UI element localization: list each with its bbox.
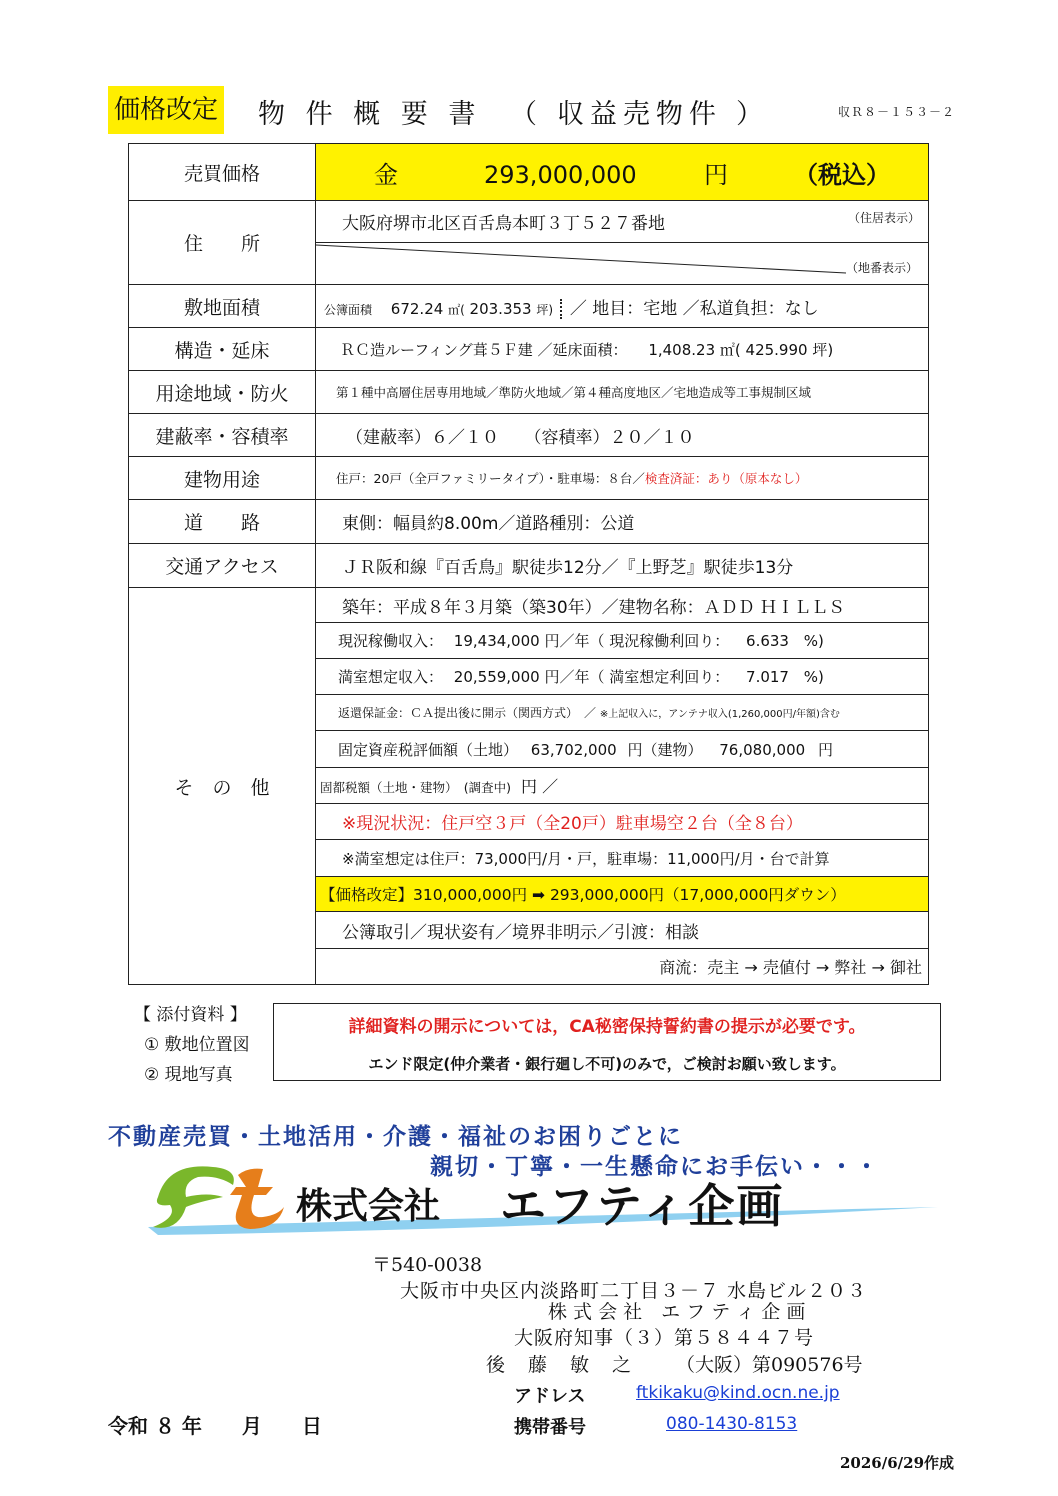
structure-tsubo: 425.990 — [745, 340, 808, 359]
row-usage — [129, 457, 929, 500]
price-kin: 金 — [374, 160, 398, 189]
label-usage: 建物用途 — [129, 457, 316, 500]
structure-value: ＲＣ造ルーフィング葺５Ｆ建 ／延床面積： — [340, 340, 628, 359]
assess-bldg: 76,080,000 — [719, 740, 806, 759]
company-license: 大阪府知事（３）第５８４４７号 — [514, 1327, 815, 1349]
land-sqm: 672.24 — [390, 299, 444, 318]
value-land — [316, 285, 929, 328]
current-amount: 19,434,000 — [453, 632, 540, 650]
land-unit2: 坪) — [536, 302, 554, 317]
value-structure — [316, 328, 929, 371]
title-sub: 収益売物件 — [556, 99, 722, 130]
title-main: 物 件 概 要 書 — [258, 99, 482, 130]
label-address: 住 所 — [129, 201, 316, 285]
usage-inspection: 検査済証：あり（原本なし） — [644, 471, 808, 486]
price-tax: （税込） — [794, 160, 890, 189]
row-other-built — [129, 588, 929, 623]
property-table — [128, 143, 929, 985]
assess-land: 63,702,000 — [530, 740, 617, 759]
representative-license: （大阪）第090576号 — [676, 1354, 863, 1376]
row-ratio — [129, 414, 929, 457]
deposit-value: 返還保証金：ＣＡ提出後に開示（関西方式） ／ — [338, 706, 597, 720]
row-zoning — [129, 371, 929, 414]
current-pct: %) — [803, 632, 824, 650]
email-label: アドレス — [514, 1386, 586, 1407]
disclosure-notice — [273, 1003, 941, 1081]
address-tag-lot: （地番表示） — [845, 261, 918, 275]
other-full — [316, 659, 929, 695]
row-address-1 — [129, 201, 929, 243]
other-terms: 公簿取引／現状姿有／境界非明示／引渡：相談 — [316, 912, 929, 949]
value-ratio: （建蔽率）６／１０ （容積率）２０／１０ — [316, 414, 929, 457]
diagonal-line — [316, 243, 928, 283]
price-yen: 円 — [704, 160, 728, 189]
row-land — [129, 285, 929, 328]
representative-name: 後 藤 敏 之 — [486, 1354, 634, 1376]
postal-code: 〒540-0038 — [372, 1254, 483, 1276]
tax-end: 円 ／ — [521, 777, 559, 796]
slogan-line1: 不動産売買・土地活用・介護・福祉のお困りごとに — [108, 1123, 683, 1150]
assess-end: 円 — [817, 740, 833, 759]
structure-sqm: 1,408.23 — [648, 340, 716, 359]
title-paren-close: ） — [735, 99, 769, 130]
value-access: ＪＲ阪和線『百舌鳥』駅徒歩12分／『上野芝』駅徒歩13分 — [316, 544, 929, 588]
address-line1: 大阪府堺市北区百舌鳥本町３丁５２７番地 — [342, 214, 665, 234]
label-other: そ の 他 — [129, 588, 316, 985]
label-ratio: 建蔽率・容積率 — [129, 414, 316, 457]
other-tax — [316, 768, 929, 804]
attachment-photos: ② 現地写真 — [144, 1065, 233, 1085]
label-access: 交通アクセス — [129, 544, 316, 588]
company-name-spaced: 株 式 会 社 エ フ テ ィ 企 画 — [548, 1301, 806, 1323]
land-prefix: 公簿面積 — [324, 302, 373, 317]
full-amount: 20,559,000 — [453, 668, 540, 686]
notice-line1: 詳細資料の開示については，CA秘密保持誓約書の提示が必要です。 — [348, 1017, 866, 1037]
company-address: 大阪市中央区内淡路町二丁目３－７ 水島ビル２０３ — [400, 1280, 868, 1302]
land-rest: ／ 地目：宅地 ／私道負担：なし — [560, 299, 819, 319]
date-label: 令和 ８ 年 月 日 — [108, 1414, 322, 1438]
label-land: 敷地面積 — [129, 285, 316, 328]
price-amount: 293,000,000 — [484, 160, 637, 189]
other-flow: 商流：売主 → 売値付 → 弊社 → 御社 — [316, 949, 929, 985]
land-unit1: ㎡( — [448, 302, 465, 317]
current-yield: 6.633 — [746, 632, 789, 650]
structure-unit2: 坪) — [812, 340, 834, 359]
company-name: エフティ企画 — [500, 1179, 785, 1233]
phone-label: 携帯番号 — [514, 1417, 586, 1438]
title-paren-open: （ — [509, 99, 543, 130]
row-road — [129, 500, 929, 544]
attachments — [134, 1000, 250, 1090]
reference-number: 収Ｒ８－１５３－２ — [838, 105, 956, 119]
value-price — [316, 144, 929, 201]
row-structure — [129, 328, 929, 371]
created-date: 2026/6/29作成 — [840, 1454, 955, 1472]
company-kabushiki: 株式会社 — [296, 1186, 441, 1227]
label-zoning: 用途地域・防火 — [129, 371, 316, 414]
deposit-note: ※上記収入に，アンテナ収入(1,260,000円/年額)含む — [599, 709, 840, 720]
value-road: 東側：幅員約8.00m／道路種別：公道 — [316, 500, 929, 544]
usage-value: 住戸：20戸（全戸ファミリータイプ）・駐車場：８台／ — [336, 471, 645, 486]
current-label: 現況稼働収入： — [338, 632, 444, 650]
value-usage — [316, 457, 929, 500]
address-tag-residential: （住居表示） — [847, 211, 920, 225]
label-road: 道 路 — [129, 500, 316, 544]
phone-link[interactable]: 080-1430-8153 — [666, 1414, 798, 1434]
slogan-line2: 親切・丁寧・一生懸命にお手伝い・・・ — [430, 1153, 880, 1180]
other-revision: 【価格改定】310,000,000円 ➡ 293,000,000円（17,000,000円ダウン） — [316, 877, 929, 912]
other-assume: ※満室想定は住戸：73,000円/月・戸，駐車場：11,000円/月・台で計算 — [316, 840, 929, 877]
full-yield: 7.017 — [746, 668, 789, 686]
structure-unit1: ㎡( — [719, 340, 741, 359]
price-revision-badge: 価格改定 — [108, 86, 224, 134]
other-current — [316, 623, 929, 659]
row-access — [129, 544, 929, 588]
other-built: 築年：平成８年３月築（築30年）／建物名称：ＡＤＤ ＨＩＬＬＳ — [316, 588, 929, 623]
full-pct: %) — [803, 668, 824, 686]
row-price — [129, 144, 929, 201]
land-tsubo: 203.353 — [469, 299, 532, 318]
value-address-lot — [316, 243, 929, 285]
notice-line2: エンド限定(仲介業者・銀行廻し不可)のみで，ご検討お願い致します。 — [368, 1055, 846, 1073]
document-title — [258, 92, 783, 131]
value-address — [316, 201, 929, 243]
attachments-title: 【 添付資料 】 — [134, 1005, 247, 1025]
full-label: 満室想定収入： — [338, 668, 444, 686]
assess-mid: 円（建物） — [627, 740, 703, 759]
value-zoning: 第１種中高層住居専用地域／準防火地域／第４種高度地区／宅地造成等工事規制区域 — [316, 371, 929, 414]
other-vacancy: ※現況状況：住戸空３戸（全20戸）駐車場空２台（全８台） — [316, 804, 929, 840]
full-unit: 円／年（ 満室想定利回り： — [544, 668, 730, 686]
label-price: 売買価格 — [129, 144, 316, 201]
current-unit: 円／年（ 現況稼働利回り： — [544, 632, 730, 650]
email-link[interactable]: ftkikaku@kind.ocn.ne.jp — [636, 1383, 840, 1403]
attachment-site-map: ① 敷地位置図 — [144, 1035, 250, 1055]
other-deposit — [316, 695, 929, 731]
tax-label: 固都税額（土地・建物） (調査中) — [320, 780, 512, 795]
assess-label: 固定資産税評価額（土地） — [338, 740, 519, 759]
label-structure: 構造・延床 — [129, 328, 316, 371]
other-assess — [316, 731, 929, 768]
